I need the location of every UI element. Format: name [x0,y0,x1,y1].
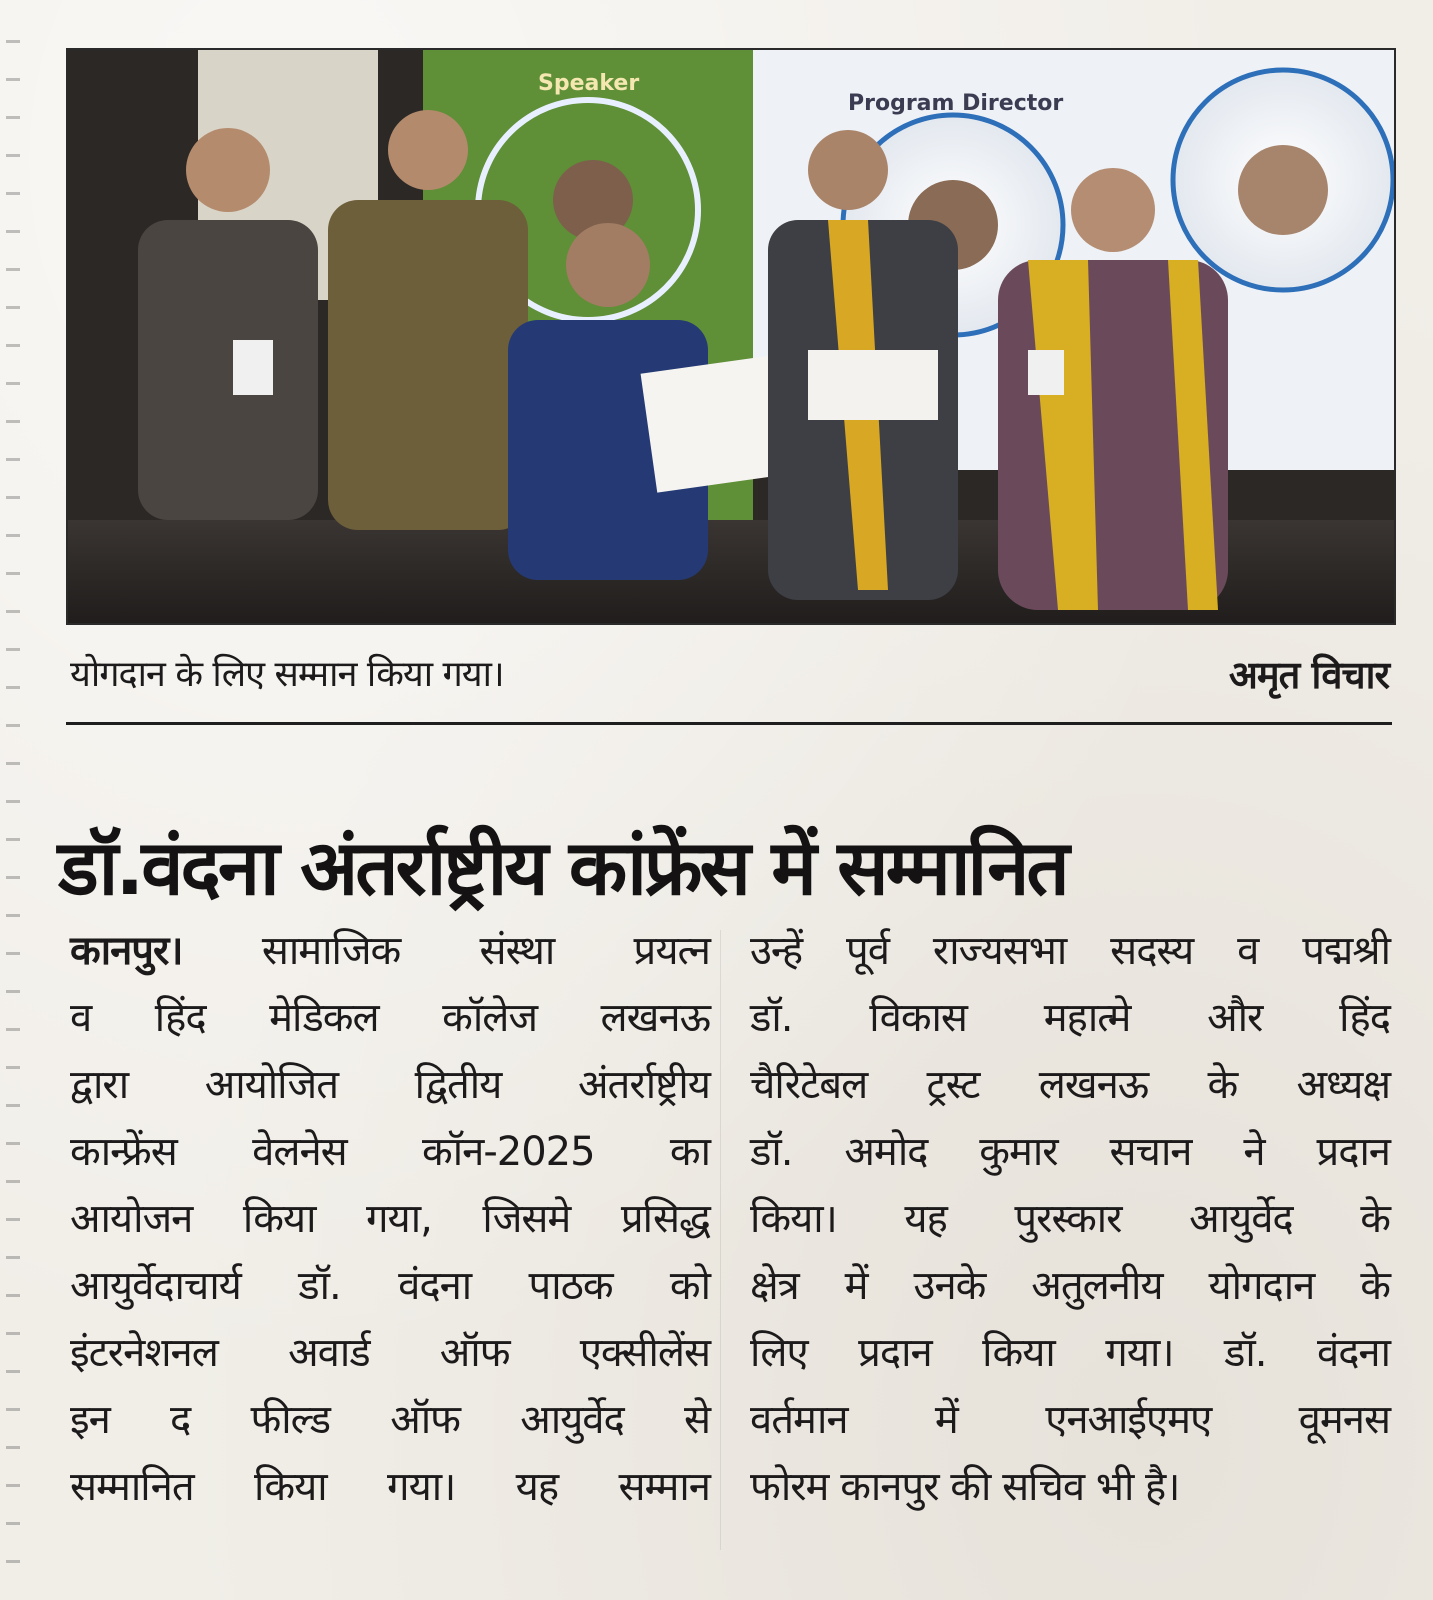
article-line: वर्तमान में एनआईएमए वूमनस [750,1397,1390,1443]
article-line: इन द फील्ड ऑफ आयुर्वेद से [70,1397,710,1443]
article-headline: डॉ.वंदना अंतर्राष्ट्रीय कांफ्रेंस में सम्मानित [58,822,1067,912]
article-line: आयुर्वेदाचार्य डॉ. वंदना पाठक को [70,1263,710,1309]
article-line: डॉ. विकास महात्मे और हिंद [750,995,1390,1041]
article-column-2 [750,918,1390,1521]
article-line: चैरिटेबल ट्रस्ट लखनऊ के अध्यक्ष [750,1062,1390,1108]
article-line: इंटरनेशनल अवार्ड ऑफ एक्सीलेंस [70,1330,710,1376]
article-line: उन्हें पूर्व राज्यसभा सदस्य व पद्मश्री [750,928,1390,974]
photo-caption: योगदान के लिए सम्मान किया गया। [70,654,504,695]
article-line: आयोजन किया गया, जिसमे प्रसिद्ध [70,1196,710,1242]
backdrop-speaker-label: Speaker [538,71,640,96]
article-dateline: कानपुर। [70,928,183,974]
article-line: व हिंद मेडिकल कॉलेज लखनऊ [70,995,710,1041]
article-line: कान्फ्रेंस वेलनेस कॉन-2025 का [70,1129,710,1175]
section-divider [66,722,1392,725]
article-line: क्षेत्र में उनके अतुलनीय योगदान के [750,1263,1390,1309]
article-line: किया। यह पुरस्कार आयुर्वेद के [750,1196,1390,1242]
article-line: द्वारा आयोजित द्वितीय अंतर्राष्ट्रीय [70,1062,710,1108]
article-line [70,918,710,985]
article-line: डॉ. अमोद कुमार सचान ने प्रदान [750,1129,1390,1175]
news-photo [66,48,1396,625]
article-line-text: सामाजिक संस्था प्रयत्न [182,928,710,974]
article-line: लिए प्रदान किया गया। डॉ. वंदना [750,1330,1390,1376]
article-column-1 [70,918,710,1521]
article-line: सम्मानित किया गया। यह सम्मान [70,1464,710,1510]
newspaper-source-label: अमृत विचार [1228,653,1389,697]
backdrop-program-director-label: Program Director [848,91,1064,116]
article-line: फोरम कानपुर की सचिव भी है। [750,1464,1180,1510]
column-gutter [720,930,721,1550]
page-margin-perforation [6,40,20,1580]
